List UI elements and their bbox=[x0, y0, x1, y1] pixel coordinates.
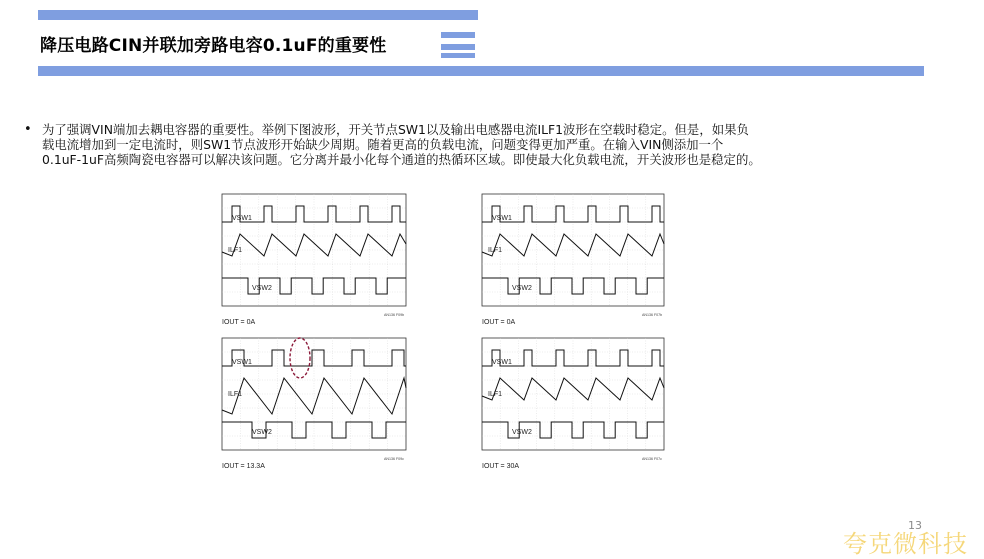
iout-label: IOUT = 0A bbox=[222, 319, 256, 326]
label-ilf1: ILF1 bbox=[488, 247, 503, 254]
scope-capture-top-right bbox=[480, 190, 668, 330]
label-vsw1: VSW1 bbox=[492, 215, 512, 222]
header-bar-right-3 bbox=[441, 53, 475, 58]
label-vsw2: VSW2 bbox=[252, 429, 272, 436]
label-ilf1: ILF1 bbox=[228, 391, 243, 398]
header-bar-right-2 bbox=[441, 44, 475, 50]
iout-label: IOUT = 30A bbox=[482, 463, 520, 470]
label-vsw1: VSW1 bbox=[232, 215, 252, 222]
scope-capture-bottom-right bbox=[480, 334, 668, 474]
label-vsw2: VSW2 bbox=[512, 429, 532, 436]
header-bar-top bbox=[38, 10, 478, 20]
bullet-paragraph bbox=[24, 122, 954, 167]
scope-capture-top-left bbox=[220, 190, 410, 330]
bullet-marker: • bbox=[24, 122, 32, 137]
iout-label: IOUT = 13.3A bbox=[222, 463, 265, 470]
bullet-line-3: 0.1uF-1uF高频陶瓷电容器可以解决该问题。它分离并最小化每个通道的热循环区域。即使最大化负载电流，开关波形也是稳定的。 bbox=[42, 152, 761, 167]
label-ilf1: ILF1 bbox=[488, 391, 503, 398]
label-vsw1: VSW1 bbox=[492, 359, 512, 366]
figure-code: AN136 F07b bbox=[642, 313, 663, 317]
bullet-line-1: 为了强调VIN端加去耦电容器的重要性。举例下图波形，开关节点SW1以及输出电感器电流ILF1波形在空载时稳定。但是，如果负 bbox=[42, 122, 749, 137]
label-vsw2: VSW2 bbox=[512, 285, 532, 292]
page-number: 13 bbox=[908, 519, 922, 532]
iout-label: IOUT = 0A bbox=[482, 319, 516, 326]
figure-code: AN136 F09c bbox=[384, 457, 404, 461]
watermark-logo: 夸克微科技 bbox=[843, 530, 968, 558]
figure-code: AN136 F09b bbox=[384, 313, 405, 317]
figure-code: AN136 F07c bbox=[642, 457, 662, 461]
label-vsw1: VSW1 bbox=[232, 359, 252, 366]
label-ilf1: ILF1 bbox=[228, 247, 243, 254]
label-vsw2: VSW2 bbox=[252, 285, 272, 292]
scope-capture-bottom-left bbox=[220, 334, 410, 474]
header-bar-bottom bbox=[38, 66, 924, 76]
slide-title: 降压电路CIN并联加旁路电容0.1uF的重要性 bbox=[40, 36, 387, 56]
header-bar-right-1 bbox=[441, 32, 475, 38]
bullet-line-2: 载电流增加到一定电流时，则SW1节点波形开始缺少周期。随着更高的负载电流，问题变得更加严重。在输入VIN侧添加一个 bbox=[42, 137, 724, 152]
